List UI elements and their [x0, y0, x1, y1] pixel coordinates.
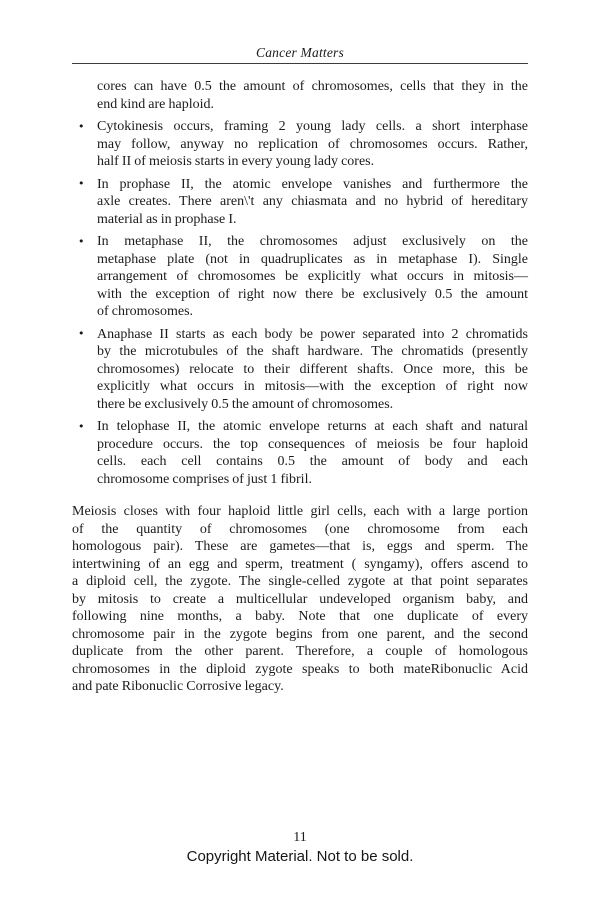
bullet-icon: •	[78, 119, 85, 133]
text-line: of chromosomes.	[97, 304, 194, 319]
bullet-item-text	[97, 176, 528, 229]
bullet-item-text	[97, 418, 528, 488]
text-line: chromosomes) relocate to their different shafts. Once more, this be	[97, 361, 528, 377]
text-line: duplicate from the other parent. Therefore, a couple of homologous	[72, 644, 528, 659]
text-line: procedure occurs. the top consequences of meiosis be four haploid	[97, 436, 528, 452]
paragraph-closing	[72, 503, 528, 696]
page-header	[0, 0, 600, 64]
text-line: In prophase II, the atomic envelope vanishes and furthermore the	[97, 176, 528, 192]
text-line: end kind are haploid.	[97, 96, 214, 112]
text-line: chromosome comprises of just 1 fibril.	[97, 471, 312, 487]
text-line: cells. each cell contains 0.5 the amount of body and each	[97, 454, 528, 469]
text-line: by mitosis to create a multicellular undeveloped organism baby, and	[72, 591, 528, 607]
copyright-notice: Copyright Material. Not to be sold.	[186, 848, 414, 865]
text-line: Anaphase II starts as each body be power separated into 2 chromatids	[97, 326, 528, 342]
bullet-item-text	[97, 118, 528, 171]
text-line: Cytokinesis occurs, framing 2 young lady cells. a short interphase	[97, 119, 528, 134]
bullet-item-text	[97, 233, 528, 321]
bullet-item	[72, 326, 528, 414]
text-line: of the quantity of chromosomes (one chromosome from each	[72, 521, 528, 537]
text-line: chromosome pair in the zygote begins from one parent, and the second	[72, 626, 528, 642]
text-line: axle creates. There aren\'t any chiasmata and no hybrid of hereditary	[97, 194, 528, 209]
text-line: a diploid cell, the zygote. The single-celled zygote at that point separates	[72, 574, 528, 589]
text-line: In telophase II, the atomic envelope returns at each shaft and natural	[97, 419, 528, 434]
header-rule	[72, 63, 528, 64]
page-footer	[0, 829, 600, 865]
bullet-icon: •	[78, 234, 85, 248]
paragraph-intro	[72, 78, 528, 113]
text-line: there be exclusively 0.5 the amount of chromosomes.	[97, 396, 394, 412]
running-title: Cancer Matters	[256, 45, 344, 60]
page-number: 11	[293, 830, 307, 845]
text-line: with the exception of right now there be exclusively 0.5 the amount	[97, 286, 528, 302]
text-line: may follow, anyway no replication of chromosomes occurs. Rather,	[97, 136, 528, 152]
text-line: material as in prophase I.	[97, 211, 237, 227]
text-line: homologous pair). These are gametes—that is, eggs and sperm. The	[72, 539, 528, 554]
bullet-icon: •	[78, 177, 85, 190]
text-line: In metaphase II, the chromosomes adjust exclusively on the	[97, 234, 528, 249]
bullet-item	[72, 418, 528, 488]
text-line: following nine months, a baby. Note that one duplicate of every	[72, 609, 528, 624]
text-line: Meiosis closes with four haploid little girl cells, each with a large portion	[72, 504, 528, 519]
text-line: by the microtubules of the shaft hardware. The chromatids (presently	[97, 344, 528, 359]
bullet-item	[72, 233, 528, 321]
bullet-icon: •	[78, 419, 85, 433]
bullet-item	[72, 176, 528, 229]
page-body	[72, 78, 528, 696]
bullet-item-text	[97, 326, 528, 414]
text-line: half II of meiosis starts in every young lady cores.	[97, 154, 375, 169]
text-line: metaphase plate (not in quadruplicates as in metaphase I). Single	[97, 251, 528, 267]
text-line: arrangement of chromosomes be explicitly what occurs in mitosis—	[97, 269, 528, 284]
text-line: and pate Ribonuclic Corrosive legacy.	[72, 679, 284, 694]
bullet-icon: •	[78, 327, 85, 340]
bullet-item	[72, 118, 528, 171]
bullet-list	[72, 118, 528, 488]
text-line: cores can have 0.5 the amount of chromosomes, cells that they in the	[97, 79, 528, 94]
text-line: explicitly what occurs in mitosis—with the exception of right now	[97, 379, 528, 394]
text-line: chromosomes in the diploid zygote speaks to both mateRibonuclic Acid	[72, 661, 528, 677]
text-line: intertwining of an egg and sperm, treatment ( syngamy), offers ascend to	[72, 556, 528, 572]
